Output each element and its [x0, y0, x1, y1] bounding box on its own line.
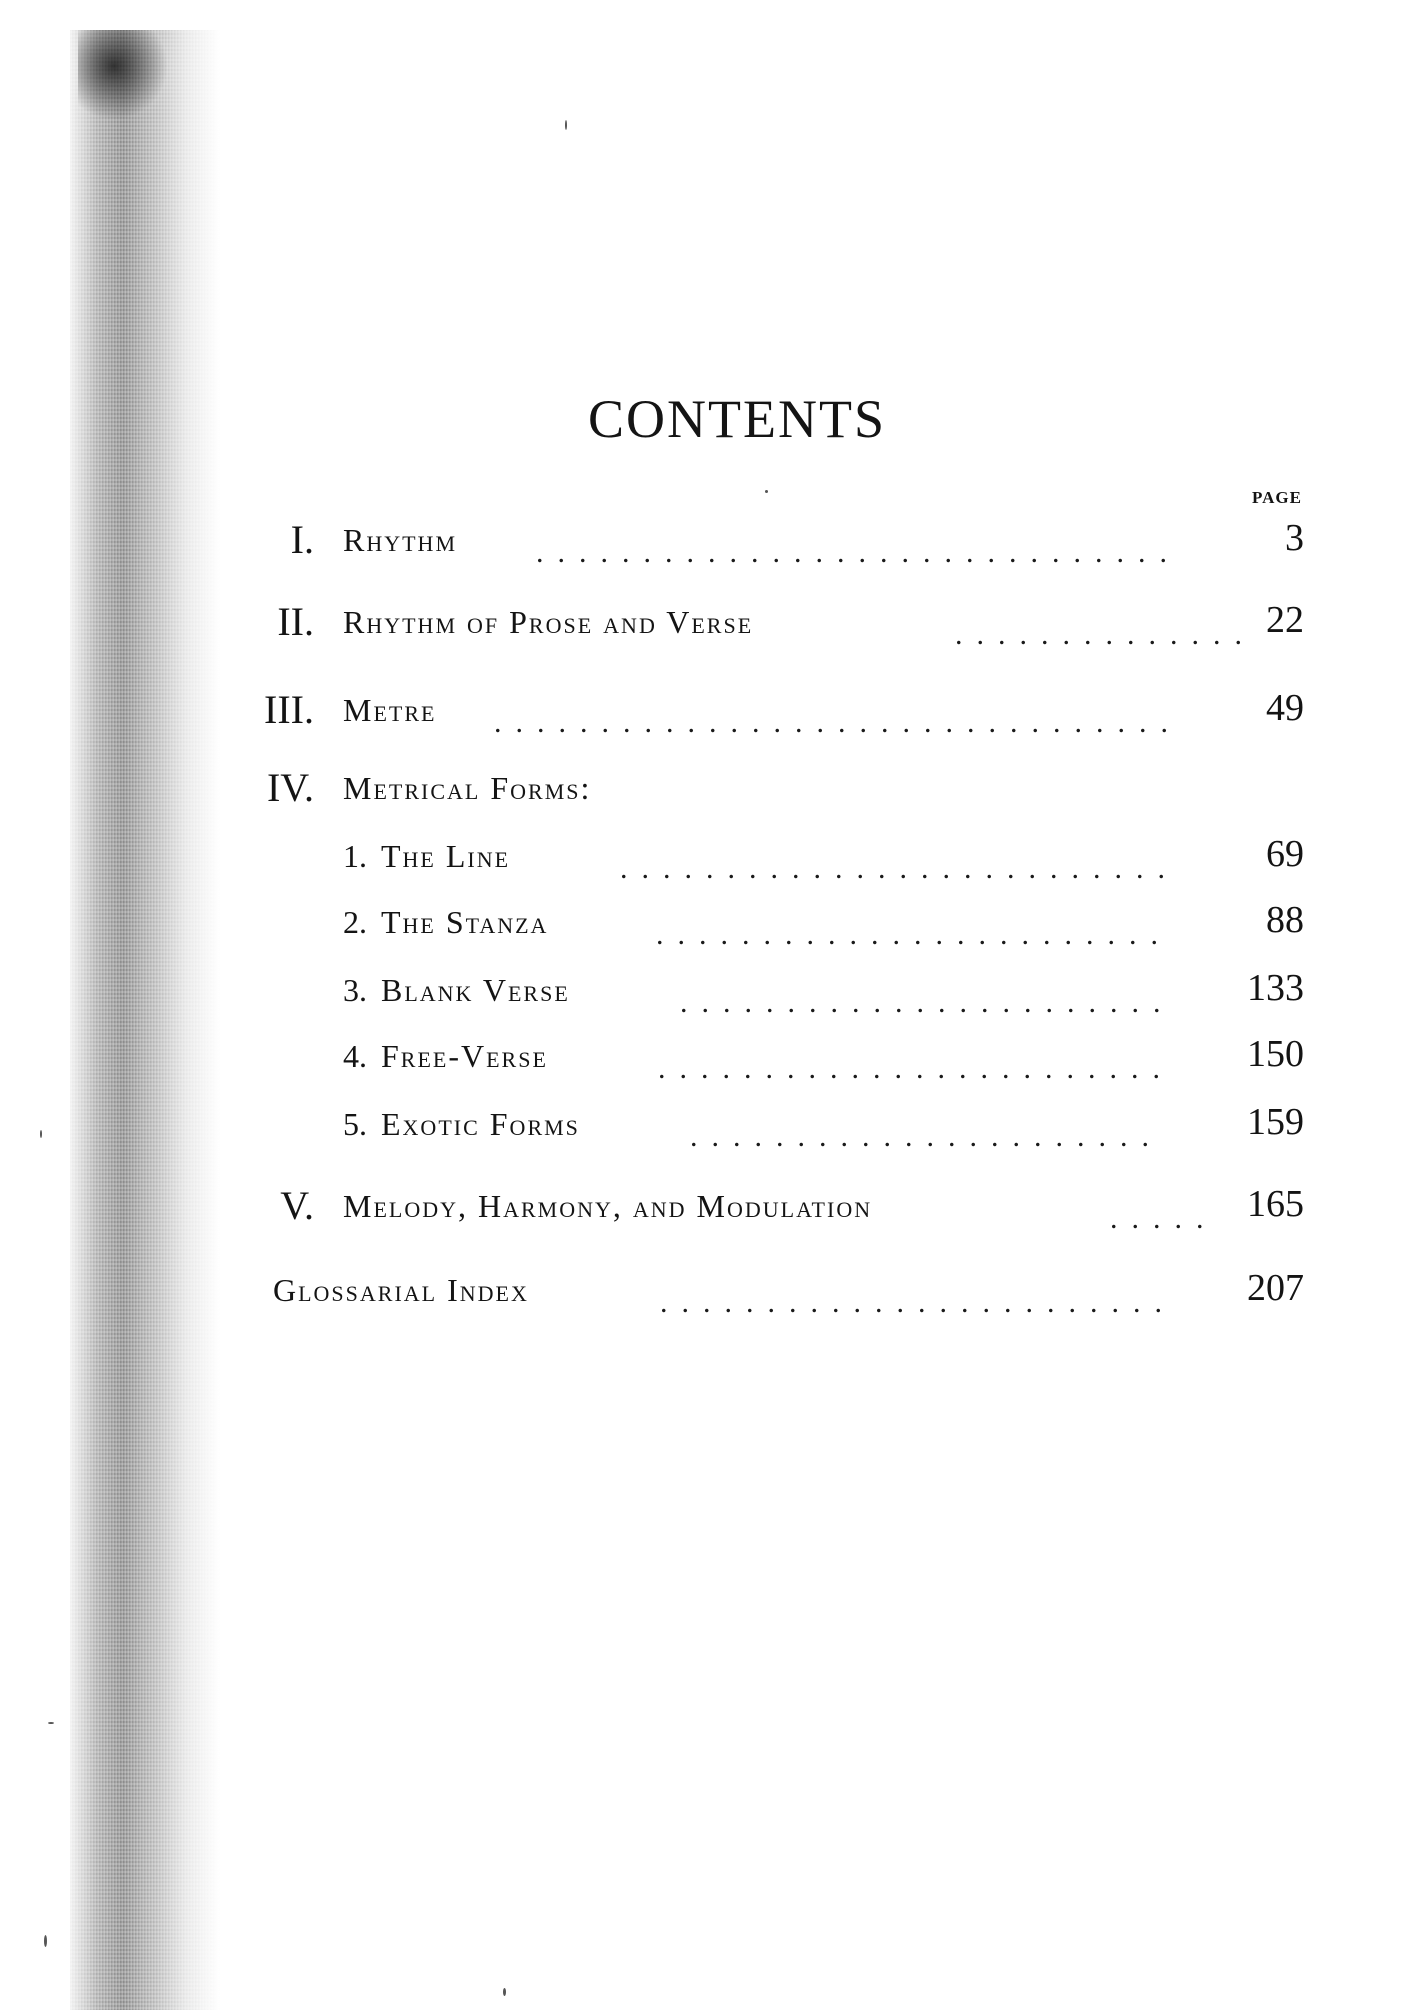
- page-column-label: PAGE: [1252, 488, 1302, 507]
- page-number: 49: [1266, 687, 1304, 729]
- page-number: 207: [1247, 1267, 1304, 1309]
- entry-label: [343, 904, 548, 941]
- entry-label: [343, 1106, 580, 1143]
- dot-leader: ........................: [658, 1052, 1174, 1085]
- scan-speck: [503, 1988, 506, 1996]
- entry-label: [343, 972, 570, 1009]
- scan-speck: [44, 1935, 47, 1947]
- page-number: 69: [1266, 833, 1304, 875]
- scan-speck: [565, 120, 567, 130]
- dot-leader: ................................: [494, 706, 1182, 739]
- chapter-numeral: II.: [277, 599, 314, 644]
- entry-label: Metre: [343, 692, 437, 728]
- scan-gutter-smudge: [78, 30, 168, 120]
- toc-subentry-blank-verse[interactable]: [0, 966, 1416, 1019]
- toc-subentry-exotic-forms[interactable]: [0, 1100, 1416, 1153]
- subentry-title: Exotic Forms: [381, 1106, 580, 1142]
- scan-speck: [48, 1722, 54, 1724]
- toc-entry-glossarial-index[interactable]: [0, 1266, 1416, 1319]
- toc-entry-metrical-forms[interactable]: [0, 764, 1416, 814]
- subentry-title: The Stanza: [381, 904, 549, 940]
- subentry-title: The Line: [381, 838, 511, 874]
- page-number: 22: [1266, 599, 1304, 641]
- dot-leader: .....: [1110, 1202, 1218, 1235]
- toc-subentry-the-stanza[interactable]: [0, 898, 1416, 951]
- dot-leader: ........................: [660, 1286, 1176, 1319]
- toc-entry-rhythm-of-prose-and-verse[interactable]: [0, 598, 1416, 651]
- dot-leader: ......................: [690, 1120, 1163, 1153]
- page-number: 133: [1247, 967, 1304, 1009]
- entry-label: Rhythm: [343, 522, 458, 558]
- subentry-number: 2.: [343, 904, 367, 940]
- subentry-number: 4.: [343, 1038, 367, 1074]
- subentry-number: 3.: [343, 972, 367, 1008]
- chapter-numeral: V.: [280, 1183, 314, 1228]
- page-number: 150: [1247, 1033, 1304, 1075]
- scan-speck: [765, 490, 768, 493]
- subentry-number: 1.: [343, 838, 367, 874]
- entry-label: [343, 1038, 548, 1075]
- dot-leader: .......................: [680, 986, 1175, 1019]
- subentry-number: 5.: [343, 1106, 367, 1142]
- entry-label: [343, 838, 510, 875]
- entry-label: Rhythm of Prose and Verse: [343, 604, 754, 640]
- chapter-numeral: III.: [264, 687, 314, 732]
- entry-label: Metrical Forms:: [343, 770, 592, 806]
- dot-leader: ..........................: [620, 852, 1179, 885]
- chapter-numeral: I.: [290, 517, 314, 562]
- toc-entry-melody-harmony-modulation[interactable]: [0, 1182, 1416, 1235]
- chapter-numeral: IV.: [266, 765, 314, 810]
- toc-subentry-the-line[interactable]: [0, 832, 1416, 885]
- page-number: 88: [1266, 899, 1304, 941]
- toc-entry-metre[interactable]: [0, 686, 1416, 739]
- toc-subentry-free-verse[interactable]: [0, 1032, 1416, 1085]
- dot-leader: ..............................: [536, 536, 1181, 569]
- entry-label: Glossarial Index: [273, 1272, 529, 1308]
- entry-label: Melody, Harmony, and Modulation: [343, 1188, 873, 1224]
- page-number: 3: [1285, 517, 1304, 559]
- page-title: CONTENTS: [588, 389, 886, 449]
- dot-leader: ........................: [656, 918, 1172, 951]
- toc-entry-rhythm[interactable]: [0, 516, 1416, 569]
- subentry-title: Free-Verse: [381, 1038, 548, 1074]
- dot-leader: ..............: [955, 618, 1256, 651]
- scan-gutter-shadow: [70, 30, 220, 2010]
- page-number: 165: [1247, 1183, 1304, 1225]
- page-number: 159: [1247, 1101, 1304, 1143]
- subentry-title: Blank Verse: [381, 972, 570, 1008]
